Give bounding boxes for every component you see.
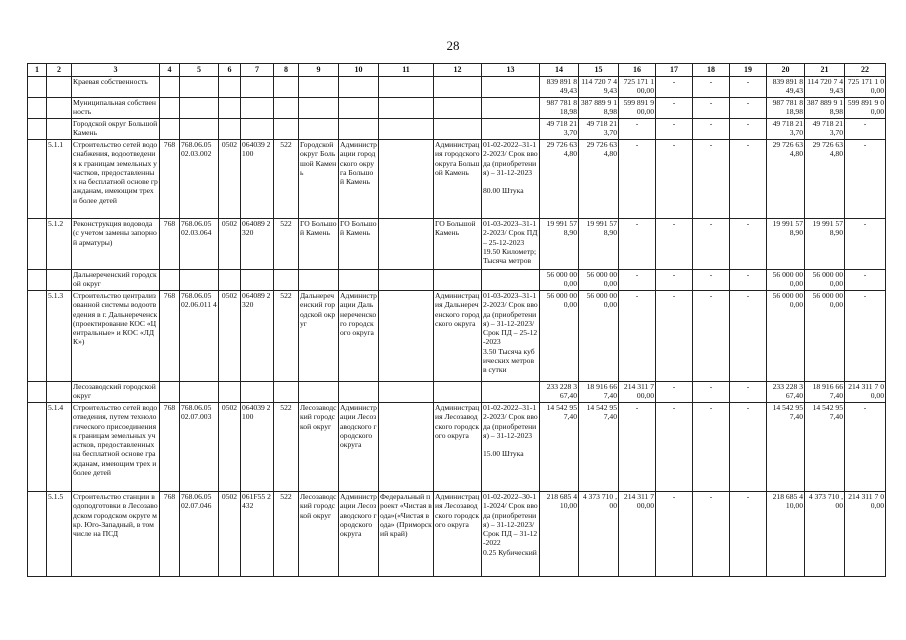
table-cell — [47, 77, 72, 98]
table-cell — [28, 98, 47, 119]
table-cell — [160, 382, 180, 403]
table-cell: 768 — [160, 291, 180, 382]
table-cell — [180, 77, 219, 98]
table-cell: 987 781 8 18,98 — [767, 98, 805, 119]
table-cell: 768.06.05 02.03.064 — [180, 219, 219, 270]
table-cell: - — [730, 77, 767, 98]
table-cell: 19 991 57 8,90 — [579, 219, 619, 270]
table-cell: 387 889 9 18,98 — [579, 98, 619, 119]
table-cell — [28, 119, 47, 140]
table-cell — [180, 382, 219, 403]
table-cell: 18 916 66 7,40 — [579, 382, 619, 403]
table-cell — [241, 119, 274, 140]
table-cell: 0502 — [219, 291, 241, 382]
table-cell — [47, 119, 72, 140]
table-cell: - — [619, 403, 656, 492]
table-cell — [482, 98, 540, 119]
header-cell: 7 — [241, 64, 274, 77]
table-cell: Лесозаводский городской округ — [299, 492, 339, 577]
table-cell: 768 — [160, 219, 180, 270]
table-cell: 522 — [274, 140, 299, 219]
table-cell: 01-03-2023–31-12-2023/ Срок ПД – 25-12-2023 19.50 Километр; Тысяча метров — [482, 219, 540, 270]
table-cell: - — [730, 291, 767, 382]
table-cell — [434, 119, 482, 140]
table-cell: Дальнереченский городской округ — [72, 270, 160, 291]
table-cell: 5.1.2 — [47, 219, 72, 270]
table-cell: 214 311 7 00,00 — [619, 492, 656, 577]
table-row — [28, 403, 886, 492]
table-cell: 49 718 21 3,70 — [805, 119, 845, 140]
table-cell: Администрации городского округа Большой Камень — [339, 140, 379, 219]
table-cell — [299, 77, 339, 98]
header-cell: 22 — [845, 64, 886, 77]
table-cell — [274, 270, 299, 291]
table-cell: Городской округ Большой Камень — [72, 119, 160, 140]
table-cell — [219, 382, 241, 403]
table-cell: - — [656, 98, 693, 119]
header-cell: 10 — [339, 64, 379, 77]
table-cell: Городской округ Большой Камень — [299, 140, 339, 219]
table-cell — [299, 270, 339, 291]
header-cell: 20 — [767, 64, 805, 77]
table-cell: 14 542 95 7,40 — [540, 403, 579, 492]
table-cell: 061F55 2432 — [241, 492, 274, 577]
table-cell — [379, 119, 434, 140]
table-cell: Строительство централизованной системы водоотведения в г. Дальнереченск (проектирование КОС «Центральные» и КОС «ЛДК») — [72, 291, 160, 382]
table-cell: - — [693, 140, 730, 219]
table-cell — [28, 219, 47, 270]
table-cell: 14 542 95 7,40 — [767, 403, 805, 492]
header-row — [28, 64, 886, 77]
table-cell — [28, 403, 47, 492]
table-cell: ГО Большой Камень — [434, 219, 482, 270]
table-cell — [241, 77, 274, 98]
table-cell: 839 891 8 49,43 — [540, 77, 579, 98]
table-cell: 218 685 4 10,00 — [540, 492, 579, 577]
header-cell: 5 — [180, 64, 219, 77]
table-cell: 0502 — [219, 492, 241, 577]
table-cell — [339, 77, 379, 98]
table-cell — [47, 98, 72, 119]
table-cell — [299, 98, 339, 119]
table-cell: - — [730, 219, 767, 270]
table-cell: 768.06.05 02.07.003 — [180, 403, 219, 492]
table-cell: 29 726 63 4,80 — [805, 140, 845, 219]
table-cell: - — [730, 140, 767, 219]
table-cell — [339, 270, 379, 291]
table-row — [28, 98, 886, 119]
table-cell: 987 781 8 18,98 — [540, 98, 579, 119]
table-cell: 49 718 21 3,70 — [579, 119, 619, 140]
table-cell: - — [693, 291, 730, 382]
table-cell: 233 228 3 67,40 — [767, 382, 805, 403]
table-cell: 522 — [274, 492, 299, 577]
table-cell — [274, 382, 299, 403]
table-cell: 5.1.5 — [47, 492, 72, 577]
table-cell: 01-02-2022–31-12-2023/ Срок ввода (приобретения) – 31-12-2023 15.00 Штука — [482, 403, 540, 492]
table-cell: - — [619, 270, 656, 291]
table-cell — [379, 140, 434, 219]
table-cell: - — [730, 382, 767, 403]
table-cell: - — [845, 219, 886, 270]
table-cell — [482, 270, 540, 291]
table-cell — [482, 77, 540, 98]
table-cell: 49 718 21 3,70 — [540, 119, 579, 140]
table-cell — [299, 119, 339, 140]
table-cell: 56 000 00 0,00 — [579, 270, 619, 291]
table-cell — [379, 291, 434, 382]
table-cell: 768 — [160, 492, 180, 577]
table-cell — [180, 270, 219, 291]
table-cell: - — [730, 270, 767, 291]
table-cell: 599 891 9 00,00 — [619, 98, 656, 119]
header-cell: 19 — [730, 64, 767, 77]
table-cell: 768.06.05 02.03.002 — [180, 140, 219, 219]
table-cell: Краевая собственность — [72, 77, 160, 98]
table-cell: 5.1.3 — [47, 291, 72, 382]
table-cell — [434, 382, 482, 403]
table-cell: Администрации Лесозаводского городского округа — [339, 492, 379, 577]
table-cell — [379, 98, 434, 119]
table-cell — [180, 98, 219, 119]
table-cell: 768.06.05 02.06.011 4 — [180, 291, 219, 382]
table-cell: - — [693, 403, 730, 492]
table-cell: - — [693, 119, 730, 140]
table-cell: - — [619, 140, 656, 219]
table-cell: Лесозаводский городской округ — [72, 382, 160, 403]
table-cell: 522 — [274, 291, 299, 382]
table-cell — [482, 382, 540, 403]
table-cell — [434, 270, 482, 291]
table-cell: 725 171 1 00,00 — [619, 77, 656, 98]
table-cell — [379, 382, 434, 403]
table-cell — [241, 98, 274, 119]
table-cell: - — [693, 98, 730, 119]
table-cell: 56 000 00 0,00 — [767, 270, 805, 291]
table-cell: - — [845, 270, 886, 291]
table-cell: - — [845, 119, 886, 140]
table-cell — [28, 77, 47, 98]
table-cell — [482, 119, 540, 140]
table-cell: 49 718 21 3,70 — [767, 119, 805, 140]
table-cell: - — [656, 382, 693, 403]
table-cell: - — [693, 492, 730, 577]
table-row — [28, 77, 886, 98]
header-cell: 9 — [299, 64, 339, 77]
table-cell: 064039 2100 — [241, 140, 274, 219]
table-cell — [339, 119, 379, 140]
table-cell: - — [845, 140, 886, 219]
header-cell: 4 — [160, 64, 180, 77]
table-cell: 4 373 710 ,00 — [805, 492, 845, 577]
table-cell — [28, 382, 47, 403]
table-cell: 214 311 7 00,00 — [845, 492, 886, 577]
table-cell — [47, 270, 72, 291]
table-cell — [379, 219, 434, 270]
table-cell — [299, 382, 339, 403]
table-cell — [434, 98, 482, 119]
table-cell: - — [656, 492, 693, 577]
table-cell: 18 916 66 7,40 — [805, 382, 845, 403]
table-row — [28, 219, 886, 270]
table-cell: Строительство сетей водоснабжения, водоотведения к границам земельных участков, предоставленных на бесплатной основе гражданам, имеющим трех и более детей — [72, 140, 160, 219]
table-row — [28, 140, 886, 219]
table-cell: 768.06.05 02.07.046 — [180, 492, 219, 577]
table-cell: - — [619, 291, 656, 382]
header-cell: 16 — [619, 64, 656, 77]
table-cell: 01-03-2023–31-12-2023/ Срок ввода (приобретения) – 31-12-2023/ Срок ПД – 25-12-2023 3.50 Тысяча кубических метров в сутки — [482, 291, 540, 382]
table-cell: 214 311 7 00,00 — [619, 382, 656, 403]
table-cell: - — [619, 219, 656, 270]
table-cell: 0502 — [219, 140, 241, 219]
table-row — [28, 382, 886, 403]
table-cell — [219, 77, 241, 98]
header-cell: 21 — [805, 64, 845, 77]
table-cell: 114 720 7 49,43 — [579, 77, 619, 98]
table-cell — [274, 77, 299, 98]
table-cell: 19 991 57 8,90 — [805, 219, 845, 270]
table-cell: 14 542 95 7,40 — [579, 403, 619, 492]
header-cell: 13 — [482, 64, 540, 77]
table-cell: 387 889 9 18,98 — [805, 98, 845, 119]
table-cell: - — [693, 77, 730, 98]
table-cell — [241, 382, 274, 403]
table-cell: - — [693, 382, 730, 403]
table-cell — [434, 77, 482, 98]
table-cell — [241, 270, 274, 291]
table-cell — [28, 270, 47, 291]
table-cell: - — [693, 219, 730, 270]
table-cell: - — [845, 403, 886, 492]
table-cell: - — [730, 403, 767, 492]
table-cell — [379, 403, 434, 492]
table-cell: 01-02-2022–31-12-2023/ Срок ввода (приобретения) – 31-12-2023 80.00 Штука — [482, 140, 540, 219]
table-cell — [379, 270, 434, 291]
table-cell: 19 991 57 8,90 — [767, 219, 805, 270]
table-cell — [379, 77, 434, 98]
table-cell: 5.1.4 — [47, 403, 72, 492]
table-cell — [28, 140, 47, 219]
table-cell: Администрация Лесозаводского городского округа — [434, 403, 482, 492]
table-cell: - — [656, 270, 693, 291]
table-cell: - — [845, 291, 886, 382]
table-cell: Администрации Лесозаводского городского округа — [339, 403, 379, 492]
header-cell: 1 — [28, 64, 47, 77]
table-cell: - — [693, 270, 730, 291]
table-cell: - — [730, 492, 767, 577]
table-cell: 56 000 00 0,00 — [540, 270, 579, 291]
table-cell: 839 891 8 49,43 — [767, 77, 805, 98]
table-row — [28, 270, 886, 291]
header-cell: 3 — [72, 64, 160, 77]
table-cell: 233 228 3 67,40 — [540, 382, 579, 403]
table-cell: Лесозаводский городской округ — [299, 403, 339, 492]
table-body — [28, 64, 886, 577]
table-cell: Администрации Дальнереченского городского округа — [339, 291, 379, 382]
header-cell: 15 — [579, 64, 619, 77]
table-cell: 01-02-2022–30-11-2024/ Срок ввода (приобретения) – 31-12-2023/ Срок ПД – 31-12-2022 0.25 Кубический — [482, 492, 540, 577]
table-cell: 218 685 4 10,00 — [767, 492, 805, 577]
table-cell: - — [656, 403, 693, 492]
table-cell: Дальнереченский городской округ — [299, 291, 339, 382]
table-cell: 768 — [160, 403, 180, 492]
table-cell — [274, 119, 299, 140]
header-cell: 8 — [274, 64, 299, 77]
table-cell — [28, 291, 47, 382]
table-cell: 064039 2100 — [241, 403, 274, 492]
table-row — [28, 119, 886, 140]
table-cell — [339, 382, 379, 403]
table-cell: - — [656, 291, 693, 382]
table-row — [28, 291, 886, 382]
table-cell — [219, 270, 241, 291]
table-cell: Федеральный проект «Чистая вода»(«Чистая вода» (Приморский край) — [379, 492, 434, 577]
table-cell: - — [656, 119, 693, 140]
table-cell: 5.1.1 — [47, 140, 72, 219]
table-cell: 56 000 00 0,00 — [579, 291, 619, 382]
page-number: 28 — [446, 38, 460, 53]
table-cell: 29 726 63 4,80 — [767, 140, 805, 219]
budget-table — [27, 63, 886, 577]
table-cell — [160, 270, 180, 291]
header-cell: 2 — [47, 64, 72, 77]
table-cell: 522 — [274, 403, 299, 492]
table-cell: Строительство сетей водоотведения, путем технологического присоединения к границам земельных участков, предоставленных на бесплатной основе гражданам, имеющим трех и более детей — [72, 403, 160, 492]
table-cell: - — [656, 219, 693, 270]
table-cell — [47, 382, 72, 403]
table-cell: 56 000 00 0,00 — [767, 291, 805, 382]
table-cell — [274, 98, 299, 119]
header-cell: 6 — [219, 64, 241, 77]
table-cell: 29 726 63 4,80 — [579, 140, 619, 219]
table-cell: Строительство станции водоподготовки в Лесозаводском городском округе мкр. Юго-Западный, в том числе на ПСД — [72, 492, 160, 577]
table-cell: 114 720 7 49,43 — [805, 77, 845, 98]
table-cell: 4 373 710 ,00 — [579, 492, 619, 577]
table-cell — [339, 98, 379, 119]
table-cell: 214 311 7 00,00 — [845, 382, 886, 403]
table-cell: 064089 2320 — [241, 219, 274, 270]
table-cell: ГО Большой Камень — [299, 219, 339, 270]
table-cell: 19 991 57 8,90 — [540, 219, 579, 270]
table-cell — [180, 119, 219, 140]
table-cell — [160, 98, 180, 119]
table-cell: - — [619, 119, 656, 140]
header-cell: 11 — [379, 64, 434, 77]
header-cell: 18 — [693, 64, 730, 77]
table-cell: 599 891 9 00,00 — [845, 98, 886, 119]
table-cell: 064089 2320 — [241, 291, 274, 382]
table-cell: Администрация городского округа Большой Камень — [434, 140, 482, 219]
table-cell: 522 — [274, 219, 299, 270]
table-cell: 56 000 00 0,00 — [540, 291, 579, 382]
table-cell: 29 726 63 4,80 — [540, 140, 579, 219]
table-cell: - — [656, 77, 693, 98]
table-cell — [219, 119, 241, 140]
table-cell: 56 000 00 0,00 — [805, 270, 845, 291]
table-cell: 0502 — [219, 219, 241, 270]
table-cell: - — [656, 140, 693, 219]
table-row — [28, 492, 886, 577]
table-cell: ГО Большой Камень — [339, 219, 379, 270]
table-cell — [160, 77, 180, 98]
header-cell: 17 — [656, 64, 693, 77]
table-cell — [160, 119, 180, 140]
table-cell: Реконструкция водовода (с учетом замены запорной арматуры) — [72, 219, 160, 270]
table-cell: 0502 — [219, 403, 241, 492]
table-cell: Муниципальная собственность — [72, 98, 160, 119]
table-cell — [219, 98, 241, 119]
table-cell: 725 171 1 00,00 — [845, 77, 886, 98]
header-cell: 12 — [434, 64, 482, 77]
table-cell: - — [730, 98, 767, 119]
table-cell: 14 542 95 7,40 — [805, 403, 845, 492]
table-cell: - — [730, 119, 767, 140]
table-cell: Администрация Дальнереченского городского округа — [434, 291, 482, 382]
table-cell — [28, 492, 47, 577]
table-cell: Администрация Лесозаводского городского округа — [434, 492, 482, 577]
table-cell: 56 000 00 0,00 — [805, 291, 845, 382]
header-cell: 14 — [540, 64, 579, 77]
table-cell: 768 — [160, 140, 180, 219]
